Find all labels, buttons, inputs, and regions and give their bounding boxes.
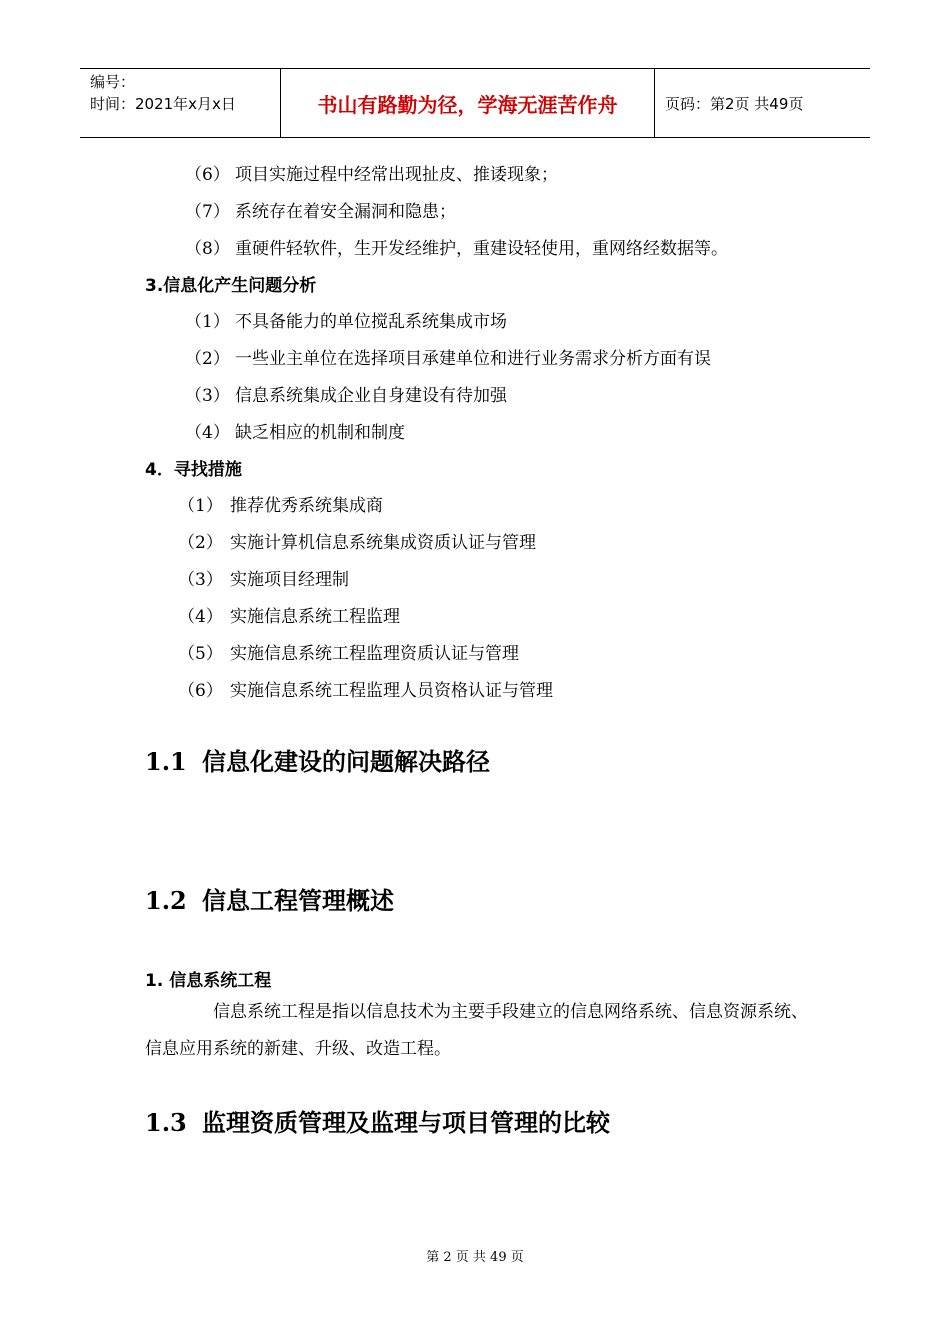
code-label: 编号：	[90, 73, 136, 91]
list-item	[185, 307, 507, 332]
section-number: 1.2	[145, 886, 187, 915]
item-number: （6）	[178, 681, 223, 701]
item-text: 实施信息系统工程监理资质认证与管理	[230, 644, 519, 664]
list-item	[178, 676, 553, 701]
item-number: （4）	[185, 423, 230, 443]
item-number: （3）	[178, 570, 223, 590]
item-number: （3）	[185, 386, 230, 406]
item-number: （2）	[185, 349, 230, 369]
list-item	[185, 197, 456, 222]
header-motto: 书山有路勤为径，学海无涯苦作舟	[281, 69, 655, 137]
list-item	[178, 565, 349, 590]
subheading-analysis: 3.信息化产生问题分析	[145, 276, 317, 296]
list-item	[178, 528, 536, 553]
list-item	[185, 381, 507, 406]
section-heading-1-2	[145, 881, 394, 916]
item-number: （4）	[178, 607, 223, 627]
body-paragraph: 信息系统工程是指以信息技术为主要手段建立的信息网络系统、信息资源系统、信息应用系统的新建、升级、改造工程。	[145, 1002, 808, 1059]
section-number: 1.1	[145, 747, 187, 776]
item-text: 缺乏相应的机制和制度	[235, 423, 405, 443]
page-header	[80, 68, 870, 138]
item-text: 一些业主单位在选择项目承建单位和进行业务需求分析方面有误	[235, 349, 711, 369]
section-title: 信息工程管理概述	[202, 886, 394, 915]
item-text: 实施信息系统工程监理	[230, 607, 400, 627]
item-number: （8）	[185, 239, 230, 259]
list-item	[178, 491, 383, 516]
item-text: 不具备能力的单位搅乱系统集成市场	[235, 312, 507, 332]
item-text: 重硬件轻软件，生开发经维护，重建设轻使用，重网络经数据等。	[235, 239, 728, 259]
section-title: 监理资质管理及监理与项目管理的比较	[202, 1108, 610, 1137]
item-number: （6）	[185, 165, 230, 185]
header-meta	[80, 69, 281, 137]
list-item	[178, 602, 400, 627]
list-item	[178, 639, 519, 664]
page-footer: 第 2 页 共 49 页	[426, 1250, 524, 1265]
item-number: （2）	[178, 533, 223, 553]
section-heading-1-1	[145, 742, 490, 777]
item-number: （1）	[185, 312, 230, 332]
time-label: 时间：2021年x月x日	[90, 95, 236, 113]
section-number: 1.3	[145, 1108, 187, 1137]
item-text: 系统存在着安全漏洞和隐患；	[235, 202, 456, 222]
list-item	[185, 344, 711, 369]
item-text: 信息系统集成企业自身建设有待加强	[235, 386, 507, 406]
section-heading-1-3	[145, 1103, 610, 1138]
list-item	[185, 418, 405, 443]
item-number: （5）	[178, 644, 223, 664]
list-item	[185, 160, 558, 185]
list-item	[185, 234, 728, 259]
section-title: 信息化建设的问题解决路径	[202, 747, 490, 776]
item-text: 项目实施过程中经常出现扯皮、推诿现象；	[235, 165, 558, 185]
item-number: （1）	[178, 496, 223, 516]
item-text: 实施信息系统工程监理人员资格认证与管理	[230, 681, 553, 701]
item-number: （7）	[185, 202, 230, 222]
item-text: 推荐优秀系统集成商	[230, 496, 383, 516]
subheading-measures: 4．寻找措施	[145, 460, 242, 480]
header-page-info: 页码：第2页 共49页	[665, 94, 804, 113]
subheading-info-system: 1. 信息系统工程	[145, 971, 272, 991]
item-text: 实施计算机信息系统集成资质认证与管理	[230, 533, 536, 553]
item-text: 实施项目经理制	[230, 570, 349, 590]
